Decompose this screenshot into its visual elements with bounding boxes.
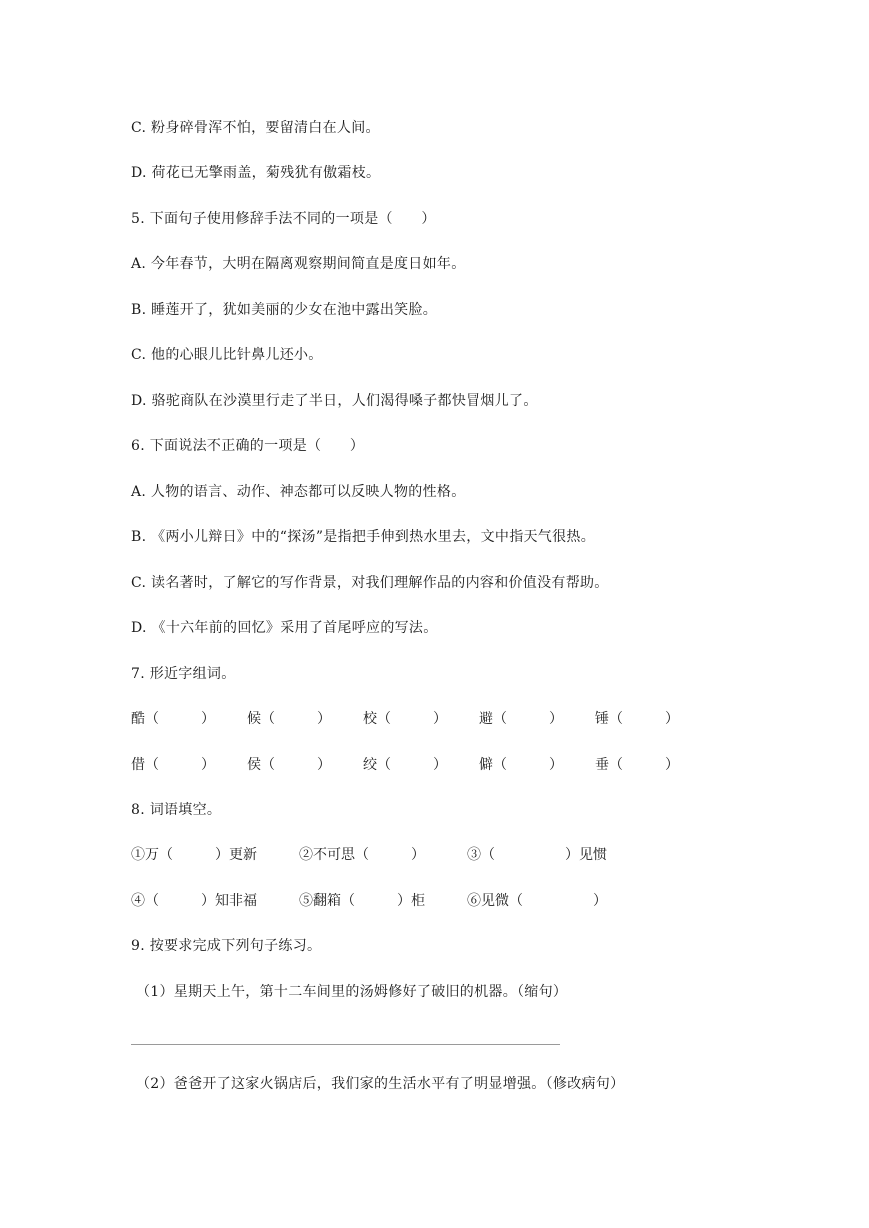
q9-part-1: （1）星期天上午，第十二车间里的汤姆修好了破旧的机器。（缩句）	[136, 984, 568, 1000]
q7-item: 校（ ）	[363, 711, 447, 727]
question-9: 9. 按要求完成下列句子练习。	[131, 938, 322, 954]
q9-part-2: （2）爸爸开了这家火锅店后，我们家的生活水平有了明显增强。（修改病句）	[136, 1076, 625, 1092]
q7-item: 绞（ ）	[363, 757, 447, 773]
q6-option-b: B. 《两小儿辩日》中的“探汤”是指把手伸到热水里去，文中指天气很热。	[131, 529, 596, 545]
q7-item: 避（ ）	[479, 711, 563, 727]
question-8: 8. 词语填空。	[131, 802, 222, 818]
q5-option-d: D. 骆驼商队在沙漠里行走了半日，人们渴得嗓子都快冒烟儿了。	[131, 393, 538, 409]
q8-item: ①万（ ）更新	[131, 847, 257, 863]
q6-option-d: D. 《十六年前的回忆》采用了首尾呼应的写法。	[131, 620, 438, 636]
q7-item: 锤（ ）	[595, 711, 679, 727]
q7-item: 借（ ）	[131, 757, 215, 773]
q7-item: 僻（ ）	[479, 757, 563, 773]
q7-item: 候（ ）	[247, 711, 331, 727]
q7-item: 酷（ ）	[131, 711, 215, 727]
q8-item: ④（ ）知非福	[131, 893, 257, 909]
q8-item: ③（ ）见惯	[467, 847, 607, 863]
question-6: 6. 下面说法不正确的一项是（ ）	[131, 438, 365, 454]
question-5: 5. 下面句子使用修辞手法不同的一项是（ ）	[131, 211, 436, 227]
q5-option-b: B. 睡莲开了，犹如美丽的少女在池中露出笑脸。	[131, 302, 438, 318]
question-7: 7. 形近字组词。	[131, 666, 236, 682]
q8-item: ⑤翻箱（ ）柜	[299, 893, 425, 909]
q6-option-c: C. 读名著时，了解它的写作背景，对我们理解作品的内容和价值没有帮助。	[131, 575, 609, 591]
q4-option-d: D. 荷花已无擎雨盖，菊残犹有傲霜枝。	[131, 165, 381, 181]
answer-line[interactable]	[131, 1044, 560, 1045]
q4-option-c: C. 粉身碎骨浑不怕，要留清白在人间。	[131, 120, 380, 136]
q8-item: ⑥见微（ ）	[467, 893, 607, 909]
q5-option-a: A. 今年春节，大明在隔离观察期间简直是度日如年。	[131, 256, 466, 272]
q6-option-a: A. 人物的语言、动作、神态都可以反映人物的性格。	[131, 484, 466, 500]
q8-item: ②不可思（ ）	[299, 847, 425, 863]
q7-item: 垂（ ）	[595, 757, 679, 773]
q7-item: 侯（ ）	[247, 757, 331, 773]
q5-option-c: C. 他的心眼儿比针鼻儿还小。	[131, 347, 323, 363]
